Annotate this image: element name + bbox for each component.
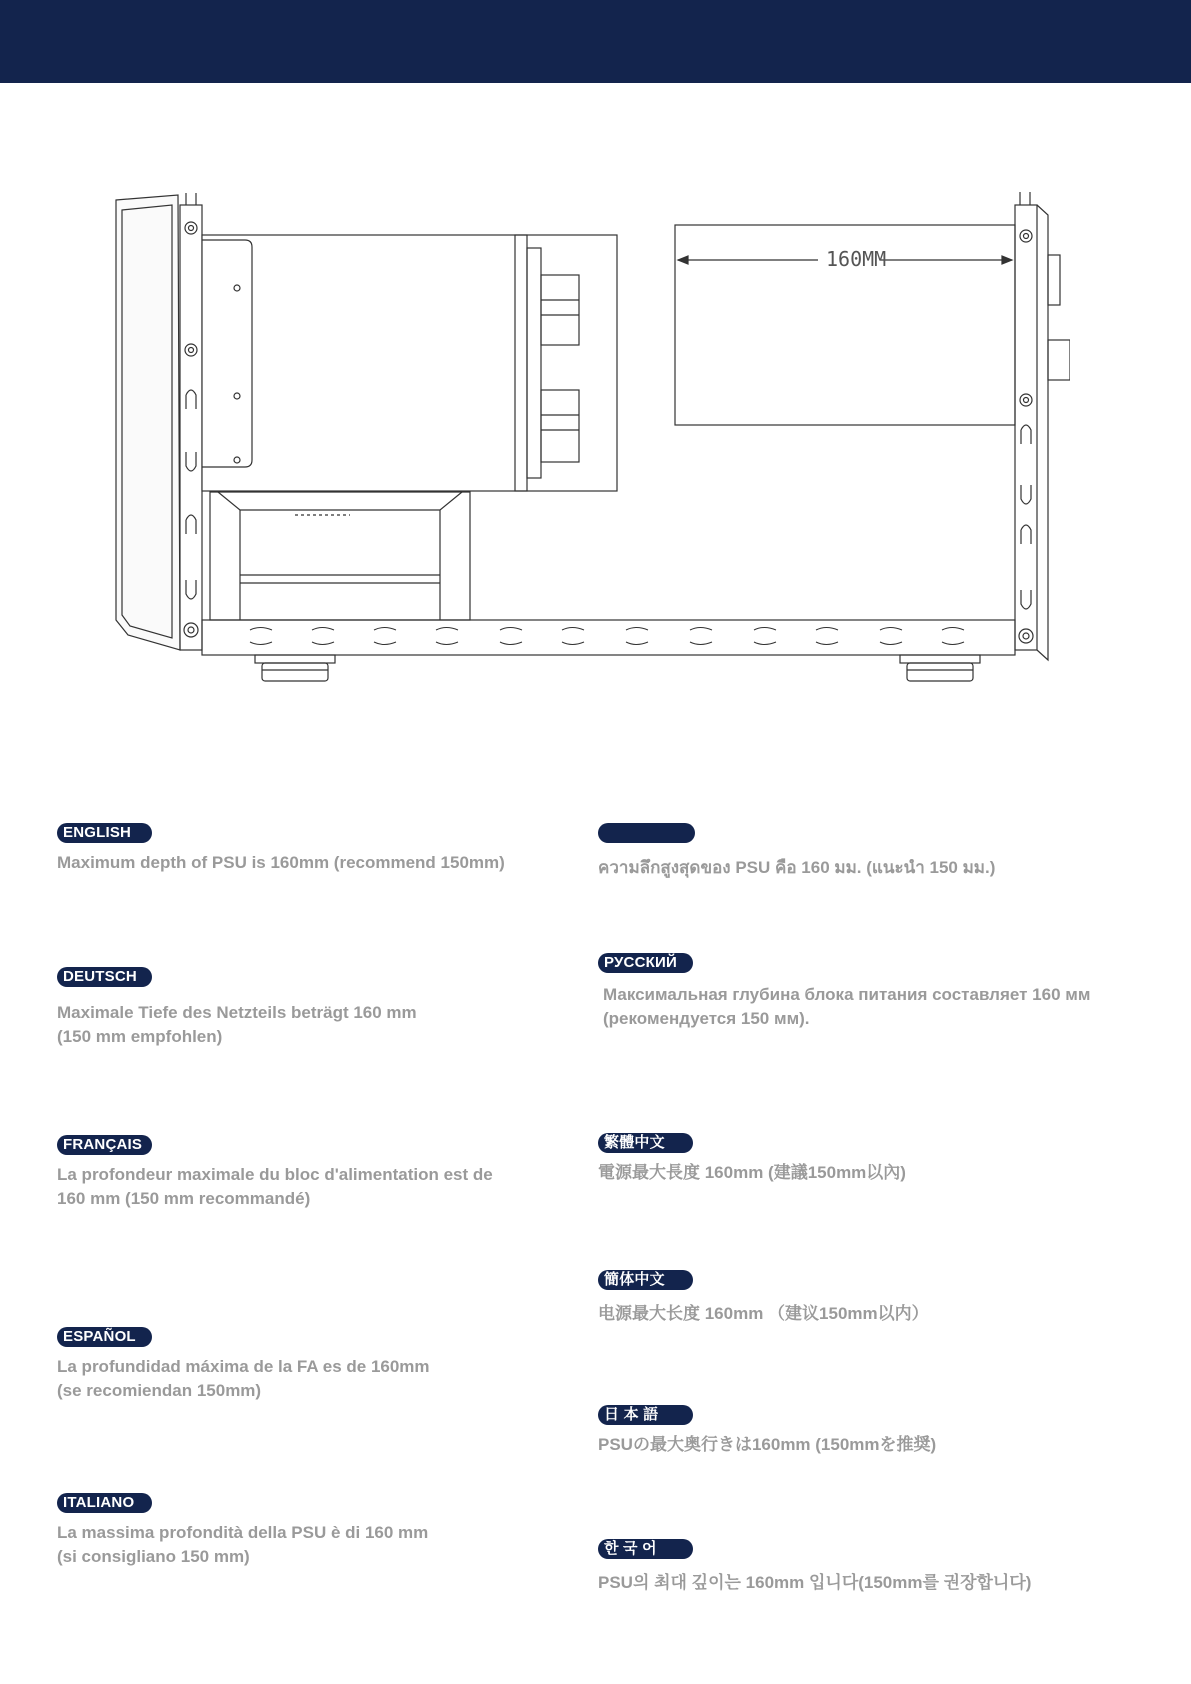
lang-badge-francais: FRANÇAIS — [57, 1135, 152, 1155]
lang-badge-trad-chinese: 繁體中文 — [598, 1133, 693, 1153]
lang-badge-simp-chinese: 簡体中文 — [598, 1270, 693, 1290]
lang-block-japanese — [598, 1405, 936, 1457]
lang-text-francais: La profondeur maximale du bloc d'alimentation est de 160 mm (150 mm recommandé) — [57, 1165, 493, 1208]
lang-badge-korean: 한 국 어 — [598, 1539, 693, 1559]
lang-text-russian: Максимальная глубина блока питания составляет 160 мм (рекомендуется 150 мм). — [603, 985, 1091, 1028]
lang-block-deutsch — [57, 967, 417, 1049]
lang-block-francais — [57, 1135, 493, 1211]
lang-badge-thai — [598, 823, 695, 843]
lang-block-thai — [598, 823, 995, 880]
lang-text-italiano: La massima profondità della PSU è di 160 mm (si consigliano 150 mm) — [57, 1523, 429, 1566]
lang-block-trad-chinese — [598, 1133, 906, 1185]
lang-text-simp-chinese: 电源最大长度 160mm （建议150mm以内） — [598, 1304, 929, 1323]
dimension-label: 160MM — [826, 247, 887, 271]
lang-badge-italiano: ITALIANO — [57, 1493, 152, 1513]
lang-block-english — [57, 823, 505, 875]
lang-text-deutsch: Maximale Tiefe des Netzteils beträgt 160 mm (150 mm empfohlen) — [57, 1003, 417, 1046]
lang-badge-japanese: 日 本 語 — [598, 1405, 693, 1425]
lang-block-espanol — [57, 1327, 430, 1403]
lang-block-italiano — [57, 1493, 428, 1569]
lang-badge-espanol: ESPAÑOL — [57, 1327, 152, 1347]
lang-badge-russian: РУССКИЙ — [598, 953, 693, 973]
psu-depth-diagram — [100, 190, 1070, 710]
lang-text-thai: ความลึกสูงสุดของ PSU คือ 160 มม. (แนะนำ 150 มม.) — [598, 858, 996, 877]
lang-text-korean: PSU의 최대 깊이는 160mm 입니다(150mm를 권장합니다) — [598, 1573, 1032, 1592]
lang-text-english: Maximum depth of PSU is 160mm (recommend 150mm) — [57, 853, 505, 872]
lang-text-japanese: PSUの最大奥行きは160mm (150mmを推奨) — [598, 1435, 937, 1454]
lang-badge-deutsch: DEUTSCH — [57, 967, 152, 987]
lang-block-korean — [598, 1539, 1031, 1595]
lang-block-simp-chinese — [598, 1270, 929, 1326]
header-bar — [0, 0, 1191, 83]
lang-text-trad-chinese: 電源最大長度 160mm (建議150mm以內) — [598, 1163, 906, 1182]
lang-badge-english: ENGLISH — [57, 823, 152, 843]
lang-text-espanol: La profundidad máxima de la FA es de 160mm (se recomiendan 150mm) — [57, 1357, 430, 1400]
lang-block-russian — [598, 953, 1090, 1031]
